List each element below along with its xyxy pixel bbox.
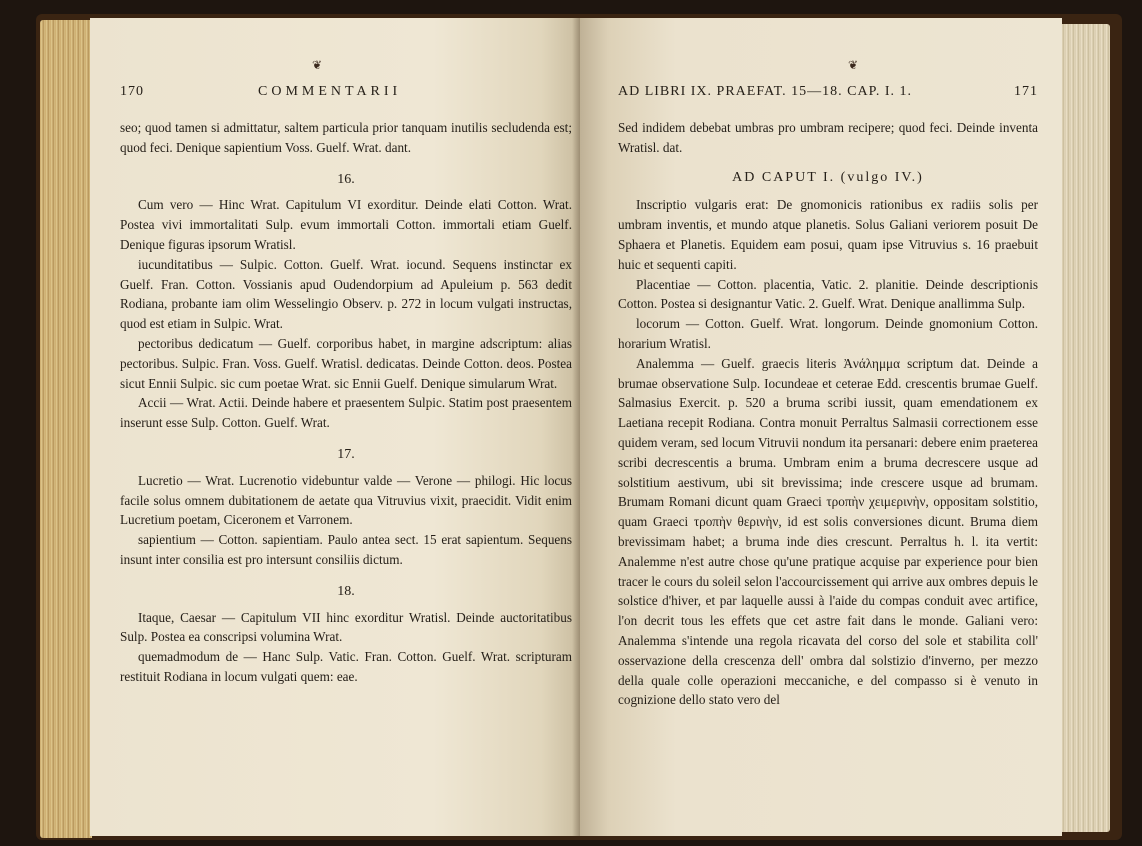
paragraph: locorum — Cotton. Guelf. Wrat. longorum. Deinde gnomonium Cotton. horarium Wratisl. — [618, 316, 1038, 351]
paragraph: Lucretio — Wrat. Lucrenotio videbuntur valde — Verone — philogi. Hic locus facile solus omnem dubitationem de aetate qua Vitruvius vixit, praecidit. Vidit enim Lucretium poetam, Ciceronem et Varronem. — [120, 472, 572, 528]
paragraph: Inscriptio vulgaris erat: De gnomonicis rationibus ex radiis solis per umbram inventis, et mundo atque planetis. Solus Galiani veriorem posuit De Sphaera et Planetis. Equidem eam posui, quam ipse Vitruvius s. 16 praebuit huic et sequenti capiti. — [618, 197, 1038, 272]
right-page-text — [618, 118, 1038, 710]
paragraph: seo; quod tamen si admittatur, saltem particula prior tanquam inutilis secludenda est; quod feci. Denique sapientium Voss. Guelf. Wrat. dant. — [120, 120, 572, 155]
paragraph: iucunditatibus — Sulpic. Cotton. Guelf. Wrat. iocund. Sequens instinctar ex Guelf. Fran. Cotton. Vossianis apud Oudendorpium ad Apuleium p. 563 dedit Rodiana, probante iam olim Wesselingio Observ. p. 272 in locum vulgati instructas, quod est etiam in Sulpic. Wrat. — [120, 256, 572, 332]
left-page-edges — [40, 20, 92, 838]
right-page — [580, 18, 1062, 836]
paragraph: Cum vero — Hinc Wrat. Capitulum VI exorditur. Deinde elati Cotton. Wrat. Postea vivi immortalitati Sulp. evum immortali Cotton. immortali etiam Guelf. Denique figuras ipsorum Wratisl. — [120, 197, 572, 252]
paragraph: quemadmodum de — Hanc Sulp. Vatic. Fran. Cotton. Guelf. Wrat. scripturam restituit Rodiana in locum vulgati quem: eae. — [120, 649, 572, 684]
chapter-heading: AD CAPUT I. (vulgo IV.) — [732, 169, 924, 185]
paragraph: pectoribus dedicatum — Guelf. corporibus habet, in margine adscriptum: alias pectoribus. Sulpic. Fran. Voss. Guelf. Wratisl. dedicatas. Deinde Cotton. deos. Postea sicut Ennii Sulpic. sic cum poetae Wrat. sic Ennii Guelf. Denique simularum Wrat. — [120, 335, 572, 391]
left-page-number: 170 — [120, 84, 144, 99]
right-page-number: 171 — [1014, 84, 1038, 99]
paragraph: Sed indidem debebat umbras pro umbram recipere; quod feci. Deinde inventa Wratisl. dat. — [618, 120, 1038, 155]
paragraph: Itaque, Caesar — Capitulum VII hinc exorditur Wratisl. Deinde auctoritatibus Sulp. Postea ea conscripsi volumina Wrat. — [120, 609, 572, 645]
left-running-head — [120, 84, 572, 100]
fleuron-icon: ❦ — [312, 58, 323, 72]
paragraph: Placentiae — Cotton. placentia, Vatic. 2. planitie. Deinde descriptionis Cotton. Postea si designantur Vatic. 2. Guelf. Wrat. Denique anallimma Sulp. — [618, 276, 1038, 312]
left-page — [90, 18, 580, 836]
right-running-title: AD LIBRI IX. PRAEFAT. 15—18. CAP. I. 1. — [618, 84, 912, 99]
section-number: 17. — [337, 446, 355, 462]
right-running-head — [618, 84, 1038, 100]
left-running-title: COMMENTARII — [258, 84, 402, 99]
section-number: 16. — [337, 171, 355, 187]
left-page-text — [120, 118, 572, 687]
paragraph: Analemma — Guelf. graecis literis Ἀνάλημμα scriptum dat. Deinde a brumae observatione Sulp. Iocundeae et ceterae Edd. crescentis brumae Guelf. Salmasius Exercit. p. 520 a bruma scribi iussit, quam emendationem ex Laetiana recepit Rodiana. Contra monuit Perraltus Salmasii correctionem esse quidem veram, sed locum Vitruvii nondum ita persanari: debere enim praeterea scribi decrescentis a bruma. Umbram enim a bruma decrescere usque ad solstitium aestivum, ubi sit brevissima; inde crescere usque ad brumam. Brumam Romani dicunt quam Graeci τροπὴν χειμερινὴν, oppositam solstitio, quam Graeci τροπὴν θερινὴν, id est solis conversiones dicunt. Bruma diem brevissimam habet; a bruma inde dies crescunt. Perraltus h. l. ita vertit: Analemme n'est autre chose qu'une pratique acquise par experience pour bien tracer le cours du soleil selon l'accourcissement qui arrive aux ombres depuis le solstice d'hiver, et par laquelle aussi à l'aide du compas conduit avec artifice, l'on decrit tous les effets que cet astre fait dans le monde. Galiani vero: Analemma s'intende una regola ricavata del corso del sole et stabilita coll' osservazione della crescenza dell' ombra dal solstizio d'inverno, per mezzo della quale colle operazioni meccaniche, e del compasso si è venuto in cognizione dello stato vero del — [618, 355, 1038, 708]
paragraph: sapientium — Cotton. sapientiam. Paulo antea sect. 15 erat sapientum. Sequens insunt inter consilia est pro intersunt consiliis dictum. — [120, 532, 572, 567]
fleuron-icon: ❦ — [848, 58, 859, 72]
section-number: 18. — [337, 583, 355, 599]
right-page-edges — [1060, 24, 1110, 832]
paragraph: Accii — Wrat. Actii. Deinde habere et praesentem Sulpic. Statim post praesentem inserunt esse Sulp. Cotton. Guelf. Wrat. — [120, 395, 572, 431]
